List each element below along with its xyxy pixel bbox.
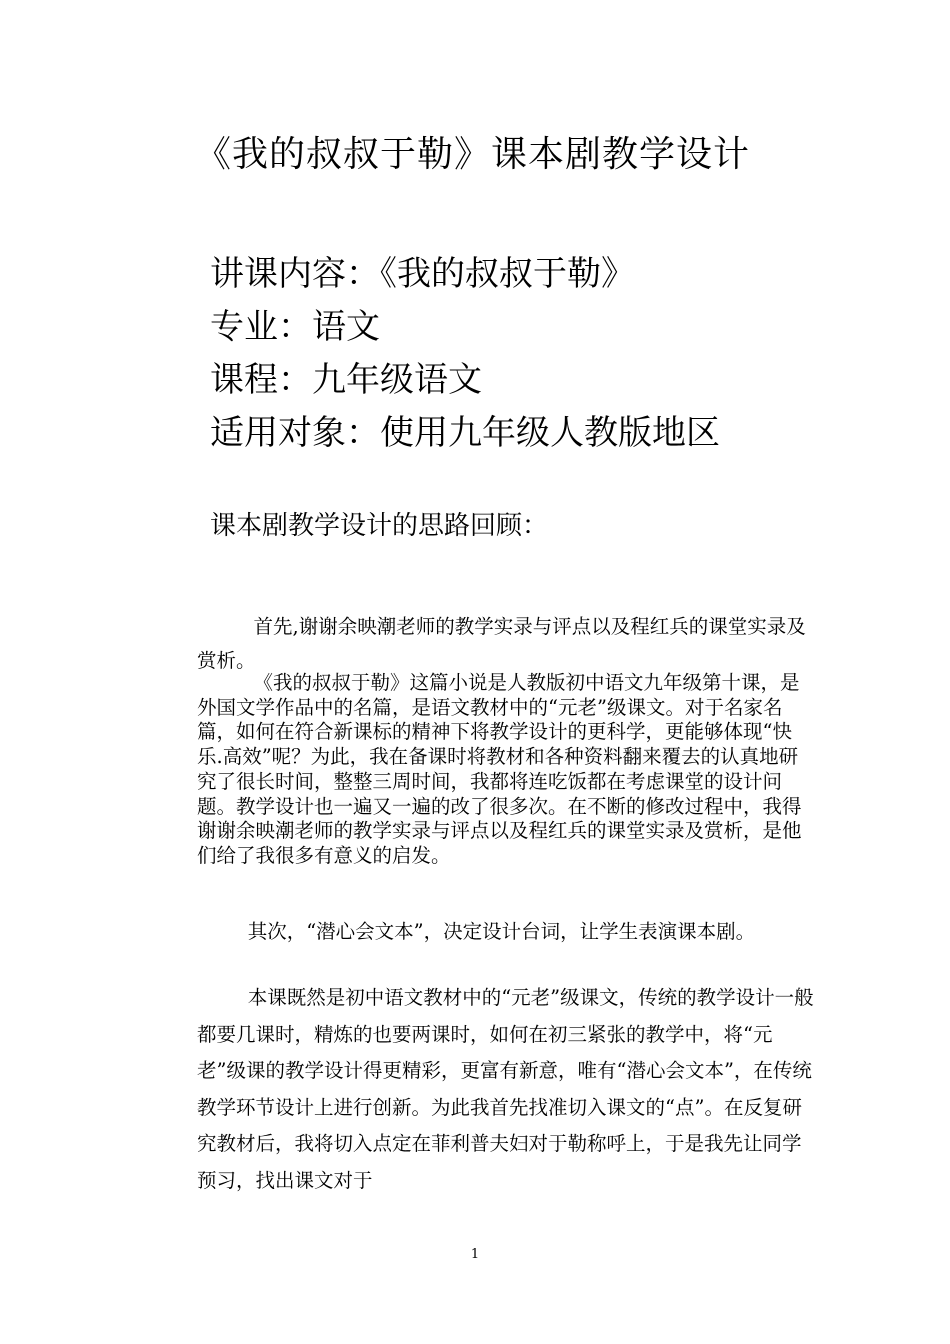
subject-line: 专业：语文 [210,307,380,347]
paragraph-1: 首先,谢谢余映潮老师的教学实录与评点以及程红兵的课堂实录及赏析。 [197,615,806,672]
paragraph-4: 本课既然是初中语文教材中的“元老”级课文，传统的教学设计一般都要几课时，精炼的也要两课时，如何在初三紧张的教学中，将“元老”级课的教学设计得更精彩，更富有新意，唯有“潜心会文本”，在传统教学环节设计上进行创新。为此我首先找准切入课文的“点”。在反复研究教材后，我将切入点定在菲利普夫妇对于勒称呼上，于是我先让同学预习，找出课文对于 [197,986,814,1192]
page-number: 1 [470,1247,480,1262]
lesson-info [210,248,720,460]
section-heading: 课本剧教学设计的思路回顾： [210,511,549,541]
paragraph-3: 其次，“潜心会文本”，决定设计台词，让学生表演课本剧。 [247,920,756,943]
course-line: 课程：九年级语文 [210,360,482,400]
audience-line: 适用对象：使用九年级人教版地区 [210,413,720,453]
paragraph-2: 《我的叔叔于勒》这篇小说是人教版初中语文九年级第十课，是外国文学作品中的名篇，是语文教材中的“元老”级课文。对于名家名篇，如何在符合新课标的精神下将教学设计的更科学，更能够体现“快乐.高效”呢？为此，我在备课时将教材和各种资料翻来覆去的认真地研究了很长时间，整整三周时间，我都将连吃饭都在考虑课堂的设计问题。教学设计也一遍又一遍的改了很多次。在不断的修改过程中，我得谢谢余映潮老师的教学实录与评点以及程红兵的课堂实录及赏析，是他们给了我很多有意义的启发。 [197,671,802,867]
document-title: 《我的叔叔于勒》课本剧教学设计 [195,134,751,175]
lesson-content-line: 讲课内容：《我的叔叔于勒》 [210,254,635,294]
